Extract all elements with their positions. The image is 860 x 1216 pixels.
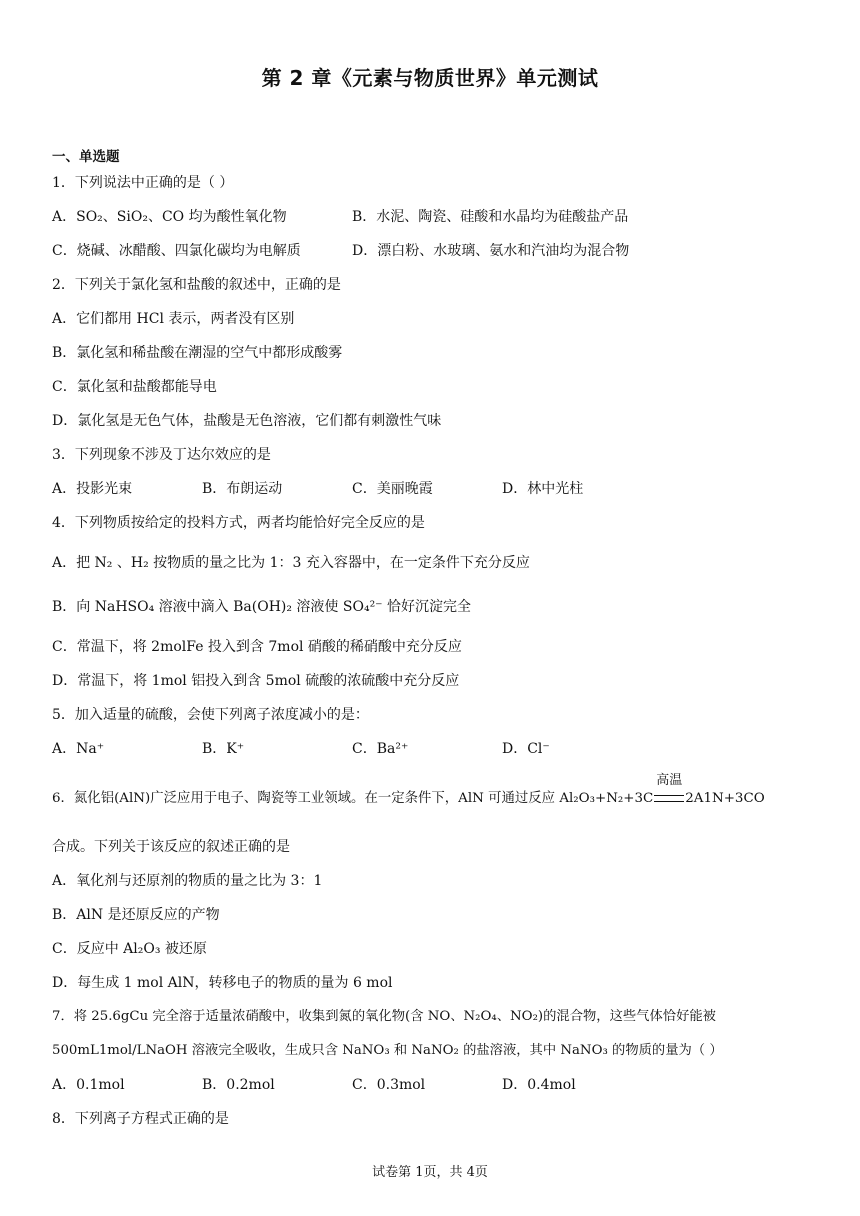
question-6-option-d: D．每生成 1 mol AlN，转移电子的物质的量为 6 mol [52,975,393,991]
question-7-option-a: A．0.1mol [52,1077,125,1093]
question-6-stem [52,773,765,808]
question-2-option-d: D．氯化氢是无色气体，盐酸是无色溶液，它们都有刺激性气味 [52,413,442,429]
question-6-option-c: C．反应中 Al₂O₃ 被还原 [52,941,207,957]
question-7-option-c: C．0.3mol [352,1077,426,1093]
question-7-stem: 7．将 25.6gCu 完全溶于适量浓硝酸中，收集到氮的氧化物(含 NO、N₂O₄、NO₂)的混合物，这些气体恰好能被 [52,1009,716,1024]
question-6-option-b: B．AlN 是还原反应的产物 [52,907,220,923]
question-2-option-c: C．氯化氢和盐酸都能导电 [52,379,217,395]
reaction-condition [653,773,685,808]
equals-sign [654,795,684,802]
page-title: 第 2 章《元素与物质世界》单元测试 [261,66,599,90]
question-3-option-a: A．投影光束 [52,481,133,497]
question-3-option-b: B．布朗运动 [202,481,283,497]
question-4-option-b: B．向 NaHSO₄ 溶液中滴入 Ba(OH)₂ 溶液使 SO₄²⁻ 恰好沉淀完全 [52,599,472,615]
question-1-option-d: D．漂白粉、水玻璃、氨水和汽油均为混合物 [352,243,630,259]
question-1-stem: 1．下列说法中正确的是（ ） [52,175,234,191]
question-3-option-d: D．林中光柱 [502,481,584,497]
question-5-option-c: C．Ba²⁺ [352,741,409,757]
page-footer: 试卷第 1页，共 4页 [372,1165,488,1180]
question-4-option-c: C．常温下，将 2molFe 投入到含 7mol 硝酸的稀硝酸中充分反应 [52,639,462,655]
question-7-option-d: D．0.4mol [502,1077,576,1093]
question-8-stem: 8．下列离子方程式正确的是 [52,1111,229,1127]
question-6-stem-suffix: 2A1N+3CO [685,791,765,806]
question-1-option-c: C．烧碱、冰醋酸、四氯化碳均为电解质 [52,243,301,259]
question-5-option-d: D．Cl⁻ [502,741,550,757]
question-2-option-b: B．氯化氢和稀盐酸在潮湿的空气中都形成酸雾 [52,345,343,361]
question-3-option-c: C．美丽晚霞 [352,481,433,497]
question-6-option-a: A．氧化剂与还原剂的物质的量之比为 3：1 [52,873,323,889]
question-5-option-b: B．K⁺ [202,741,245,757]
question-2-stem: 2．下列关于氯化氢和盐酸的叙述中，正确的是 [52,277,341,293]
question-4-option-d: D．常温下，将 1mol 铝投入到含 5mol 硫酸的浓硫酸中充分反应 [52,673,460,689]
question-4-option-a: A．把 N₂ 、H₂ 按物质的量之比为 1：3 充入容器中，在一定条件下充分反应 [52,555,530,571]
question-7-stem-continued: 500mL1mol/LNaOH 溶液完全吸收，生成只含 NaNO₃ 和 NaNO₂ 的盐溶液，其中 NaNO₃ 的物质的量为（ ） [52,1043,723,1058]
question-5-stem: 5．加入适量的硫酸，会使下列离子浓度减小的是： [52,707,369,723]
question-1-option-b: B．水泥、陶瓷、硅酸和水晶均为硅酸盐产品 [352,209,629,225]
question-5-option-a: A．Na⁺ [52,741,105,757]
reaction-condition-label: 高温 [656,773,683,788]
section-heading: 一、单选题 [52,149,120,165]
question-1-option-a: A．SO₂、SiO₂、CO 均为酸性氧化物 [52,209,287,225]
question-2-option-a: A．它们都用 HCl 表示，两者没有区别 [52,311,295,327]
question-6-stem-continued: 合成。下列关于该反应的叙述正确的是 [52,839,290,855]
question-7-option-b: B．0.2mol [202,1077,275,1093]
question-6-stem-prefix: 6．氮化铝(AlN)广泛应用于电子、陶瓷等工业领域。在一定条件下，AlN 可通过反应 Al₂O₃+N₂+3C [52,791,654,806]
question-3-stem: 3．下列现象不涉及丁达尔效应的是 [52,447,271,463]
question-4-stem: 4．下列物质按给定的投料方式，两者均能恰好完全反应的是 [52,515,425,531]
